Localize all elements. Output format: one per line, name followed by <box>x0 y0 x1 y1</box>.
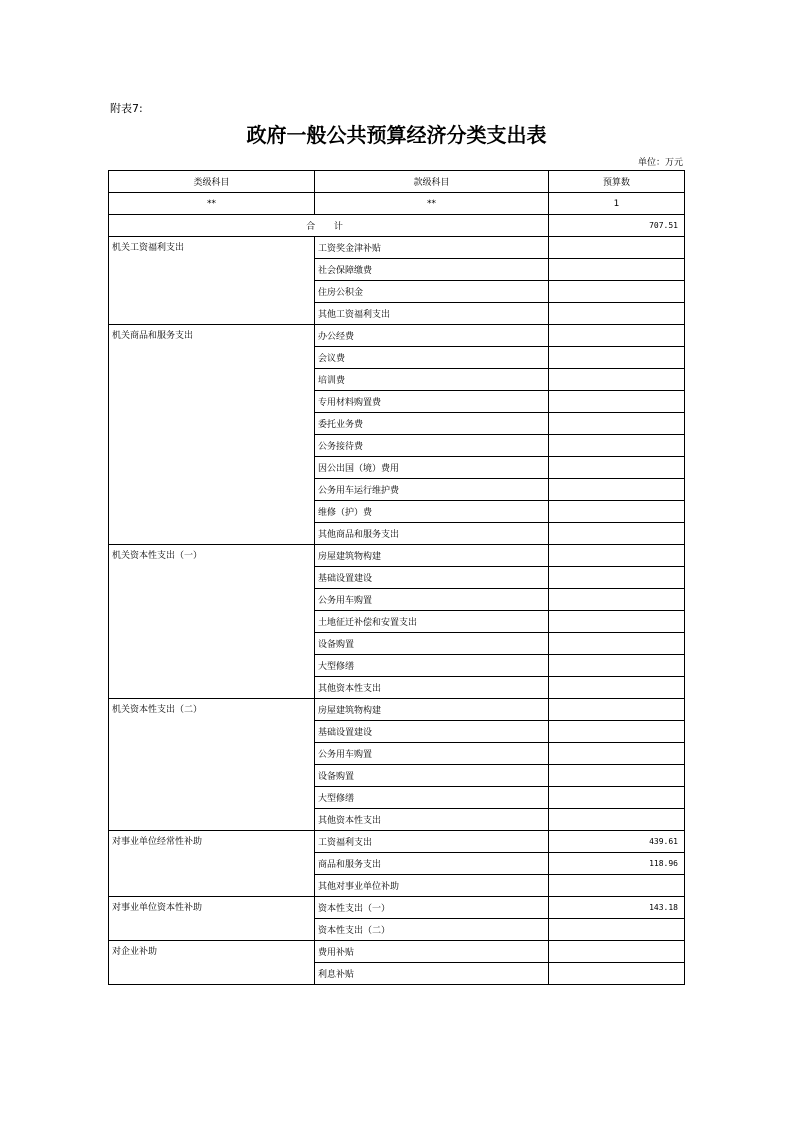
amount-cell <box>549 589 685 611</box>
item-cell: 公务用车购置 <box>315 743 549 765</box>
unit-label: 单位：万元 <box>637 158 683 168</box>
code-item: ** <box>315 193 549 215</box>
category-cell: 对事业单位经常性补助 <box>109 831 315 897</box>
item-cell: 其他商品和服务支出 <box>315 523 549 545</box>
category-cell: 机关工资福利支出 <box>109 237 315 325</box>
item-cell: 利息补贴 <box>315 963 549 985</box>
amount-cell <box>549 479 685 501</box>
table-body <box>109 171 685 985</box>
amount-cell <box>549 611 685 633</box>
amount-cell <box>549 875 685 897</box>
item-cell: 房屋建筑物构建 <box>315 699 549 721</box>
item-cell: 公务用车运行维护费 <box>315 479 549 501</box>
item-cell: 社会保障缴费 <box>315 259 549 281</box>
item-cell: 住房公积金 <box>315 281 549 303</box>
expenditure-table <box>108 170 685 985</box>
item-cell: 资本性支出（二） <box>315 919 549 941</box>
item-cell: 房屋建筑物构建 <box>315 545 549 567</box>
category-cell: 对事业单位资本性补助 <box>109 897 315 941</box>
amount-cell <box>549 655 685 677</box>
amount-cell <box>549 457 685 479</box>
total-amount: 707.51 <box>549 215 685 237</box>
amount-cell <box>549 633 685 655</box>
item-cell: 因公出国（境）费用 <box>315 457 549 479</box>
amount-cell: 439.61 <box>549 831 685 853</box>
amount-cell <box>549 963 685 985</box>
amount-cell <box>549 435 685 457</box>
amount-cell <box>549 677 685 699</box>
amount-cell <box>549 347 685 369</box>
category-cell: 机关资本性支出（一） <box>109 545 315 699</box>
code-row <box>109 193 685 215</box>
item-cell: 土地征迁补偿和安置支出 <box>315 611 549 633</box>
amount-cell <box>549 281 685 303</box>
amount-cell <box>549 391 685 413</box>
table-row <box>109 699 685 721</box>
category-cell: 机关商品和服务支出 <box>109 325 315 545</box>
category-cell: 对企业补助 <box>109 941 315 985</box>
amount-cell <box>549 721 685 743</box>
item-cell: 公务接待费 <box>315 435 549 457</box>
item-cell: 其他资本性支出 <box>315 809 549 831</box>
item-cell: 大型修缮 <box>315 655 549 677</box>
amount-cell <box>549 699 685 721</box>
item-cell: 维修（护）费 <box>315 501 549 523</box>
amount-cell <box>549 303 685 325</box>
amount-cell <box>549 919 685 941</box>
code-category: ** <box>109 193 315 215</box>
amount-cell <box>549 941 685 963</box>
amount-cell <box>549 369 685 391</box>
amount-cell <box>549 545 685 567</box>
header-item: 款级科目 <box>315 171 549 193</box>
table-row <box>109 237 685 259</box>
item-cell: 设备购置 <box>315 633 549 655</box>
amount-cell <box>549 325 685 347</box>
page-title: 政府一般公共预算经济分类支出表 <box>246 123 547 147</box>
item-cell: 基础设置建设 <box>315 567 549 589</box>
amount-cell <box>549 259 685 281</box>
header-row <box>109 171 685 193</box>
table-row <box>109 831 685 853</box>
amount-cell: 143.18 <box>549 897 685 919</box>
amount-cell <box>549 413 685 435</box>
item-cell: 工资福利支出 <box>315 831 549 853</box>
item-cell: 会议费 <box>315 347 549 369</box>
header-category: 类级科目 <box>109 171 315 193</box>
item-cell: 培训费 <box>315 369 549 391</box>
category-cell: 机关资本性支出（二） <box>109 699 315 831</box>
item-cell: 资本性支出（一） <box>315 897 549 919</box>
amount-cell <box>549 809 685 831</box>
amount-cell <box>549 765 685 787</box>
header-amount: 预算数 <box>549 171 685 193</box>
item-cell: 委托业务费 <box>315 413 549 435</box>
total-row <box>109 215 685 237</box>
item-cell: 其他对事业单位补助 <box>315 875 549 897</box>
item-cell: 其他工资福利支出 <box>315 303 549 325</box>
item-cell: 设备购置 <box>315 765 549 787</box>
attachment-label: 附表7: <box>110 102 143 115</box>
item-cell: 办公经费 <box>315 325 549 347</box>
item-cell: 大型修缮 <box>315 787 549 809</box>
item-cell: 基础设置建设 <box>315 721 549 743</box>
item-cell: 公务用车购置 <box>315 589 549 611</box>
table-row <box>109 897 685 919</box>
amount-cell <box>549 743 685 765</box>
amount-cell <box>549 501 685 523</box>
code-amount: 1 <box>549 193 685 215</box>
item-cell: 费用补贴 <box>315 941 549 963</box>
amount-cell: 118.96 <box>549 853 685 875</box>
amount-cell <box>549 567 685 589</box>
total-label: 合 计 <box>109 215 549 237</box>
item-cell: 专用材料购置费 <box>315 391 549 413</box>
amount-cell <box>549 787 685 809</box>
item-cell: 其他资本性支出 <box>315 677 549 699</box>
table-row <box>109 545 685 567</box>
table-row <box>109 325 685 347</box>
table-row <box>109 941 685 963</box>
amount-cell <box>549 523 685 545</box>
item-cell: 商品和服务支出 <box>315 853 549 875</box>
item-cell: 工资奖金津补贴 <box>315 237 549 259</box>
amount-cell <box>549 237 685 259</box>
